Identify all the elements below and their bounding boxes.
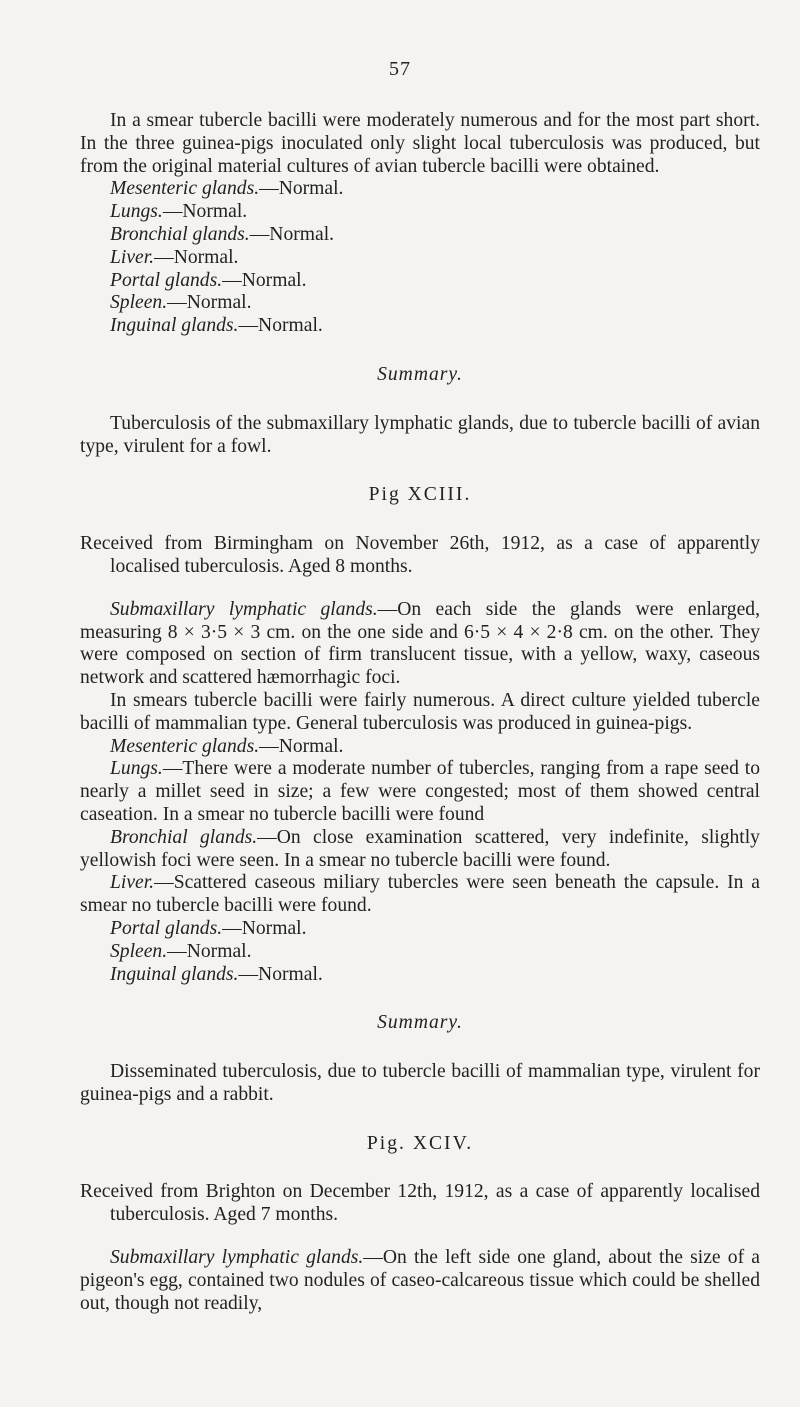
finding-text: —On each side the glands were enlarged, measuring 8 × 3·5 × 3 cm. on the one side and 6·5 × 4 × 2·8 cm. on the other. They were composed on section of firm translucent tissue, with a yellow, waxy, caseous network and scattered hæmorrhagic foci. bbox=[80, 598, 760, 689]
finding-text: —Scattered caseous miliary tubercles were seen beneath the capsule. In a smear no tubercle bacilli were found. bbox=[80, 872, 760, 917]
finding-text: —Normal. bbox=[167, 940, 252, 962]
finding-text: —On close examination scattered, very indefinite, slightly yellowish foci were seen. In a smear no tubercle bacilli were found. bbox=[80, 826, 760, 871]
organ-name: Submaxillary lymphatic glands. bbox=[110, 1247, 364, 1269]
finding-text: —Normal. bbox=[238, 963, 323, 985]
organ-name: Liver. bbox=[110, 246, 155, 268]
finding-line bbox=[80, 736, 760, 759]
summary-heading: Summary. bbox=[377, 363, 463, 385]
finding-line bbox=[80, 872, 760, 918]
organ-name: Submaxillary lymphatic glands. bbox=[110, 598, 378, 620]
summary-text: Tuberculosis of the submaxillary lymphatic glands, due to tubercle bacilli of avian type, virulent for a fowl. bbox=[80, 412, 760, 457]
finding-text: —Normal. bbox=[222, 917, 307, 939]
organ-name: Portal glands. bbox=[110, 269, 223, 291]
finding-text: —On the left side one gland, about the size of a pigeon's egg, contained two nodules of caseo-calcareous tissue which could be shelled out, though not readily, bbox=[80, 1247, 761, 1314]
finding-text: —Normal. bbox=[238, 315, 323, 337]
organ-name: Portal glands. bbox=[110, 917, 223, 939]
pig-heading: Pig XCIII. bbox=[368, 484, 472, 506]
organ-name: Bronchial glands. bbox=[110, 223, 250, 245]
summary-text: Disseminated tuberculosis, due to tubercle bacilli of mammalian type, virulent for guinea-pigs and a rabbit. bbox=[80, 1061, 760, 1105]
smear-paragraph: In smears tubercle bacilli were fairly numerous. A direct culture yielded tubercle bacilli of mammalian type. General tuberculosis was produced in guinea-pigs. bbox=[80, 689, 760, 734]
finding-line bbox=[80, 292, 760, 315]
organ-name: Inguinal glands. bbox=[110, 315, 239, 337]
finding-text: —Normal. bbox=[222, 269, 307, 291]
finding-text: —Normal. bbox=[167, 292, 252, 314]
submaxillary-finding bbox=[80, 1247, 760, 1315]
pig93-findings bbox=[80, 736, 760, 987]
finding-line bbox=[80, 827, 760, 873]
organ-name: Mesenteric glands. bbox=[110, 178, 260, 200]
finding-text: —Normal. bbox=[162, 201, 248, 223]
finding-text: —Normal. bbox=[249, 223, 335, 245]
finding-line bbox=[80, 224, 760, 247]
intro-findings bbox=[80, 178, 760, 338]
finding-line bbox=[80, 315, 760, 338]
finding-text: —There were a moderate number of tubercles, ranging from a rape seed to nearly a millet seed in size; a few were congested; most of them showed central caseation. In a smear no tubercle bacilli were found bbox=[80, 758, 760, 825]
received-text: Received from Birmingham on November 26th, 1912, as a case of apparently localised tuberculosis. Aged 8 months. bbox=[80, 533, 760, 577]
summary-heading: Summary. bbox=[377, 1012, 463, 1034]
finding-line bbox=[80, 918, 760, 941]
finding-line bbox=[80, 758, 760, 826]
finding-text: —Normal. bbox=[259, 735, 344, 757]
organ-name: Spleen. bbox=[110, 940, 168, 962]
finding-line bbox=[80, 964, 760, 987]
pig-heading: Pig. XCIV. bbox=[366, 1132, 474, 1154]
organ-name: Spleen. bbox=[110, 292, 168, 314]
organ-name: Bronchial glands. bbox=[110, 826, 258, 848]
organ-name: Lungs. bbox=[110, 201, 163, 223]
submaxillary-finding bbox=[80, 599, 760, 690]
finding-line bbox=[80, 270, 760, 293]
organ-name: Lungs. bbox=[110, 758, 163, 780]
organ-name: Inguinal glands. bbox=[110, 963, 239, 985]
received-text: Received from Brighton on December 12th, 1912, as a case of apparently localised tuberculosis. Aged 7 months. bbox=[80, 1181, 760, 1226]
finding-text: —Normal. bbox=[154, 246, 239, 268]
organ-name: Mesenteric glands. bbox=[110, 735, 260, 757]
organ-name: Liver. bbox=[110, 872, 155, 894]
finding-line bbox=[80, 941, 760, 964]
finding-text: —Normal. bbox=[259, 178, 344, 200]
finding-line bbox=[80, 178, 760, 201]
intro-paragraph: In a smear tubercle bacilli were moderately numerous and for the most part short. In the three guinea-pigs inoculated only slight local tuberculosis was produced, but from the original material cultures of avian tubercle bacilli were obtained. bbox=[80, 110, 760, 177]
page-number: 57 bbox=[389, 58, 411, 80]
finding-line bbox=[80, 201, 760, 224]
page-body bbox=[80, 110, 760, 1315]
finding-line bbox=[80, 247, 760, 270]
